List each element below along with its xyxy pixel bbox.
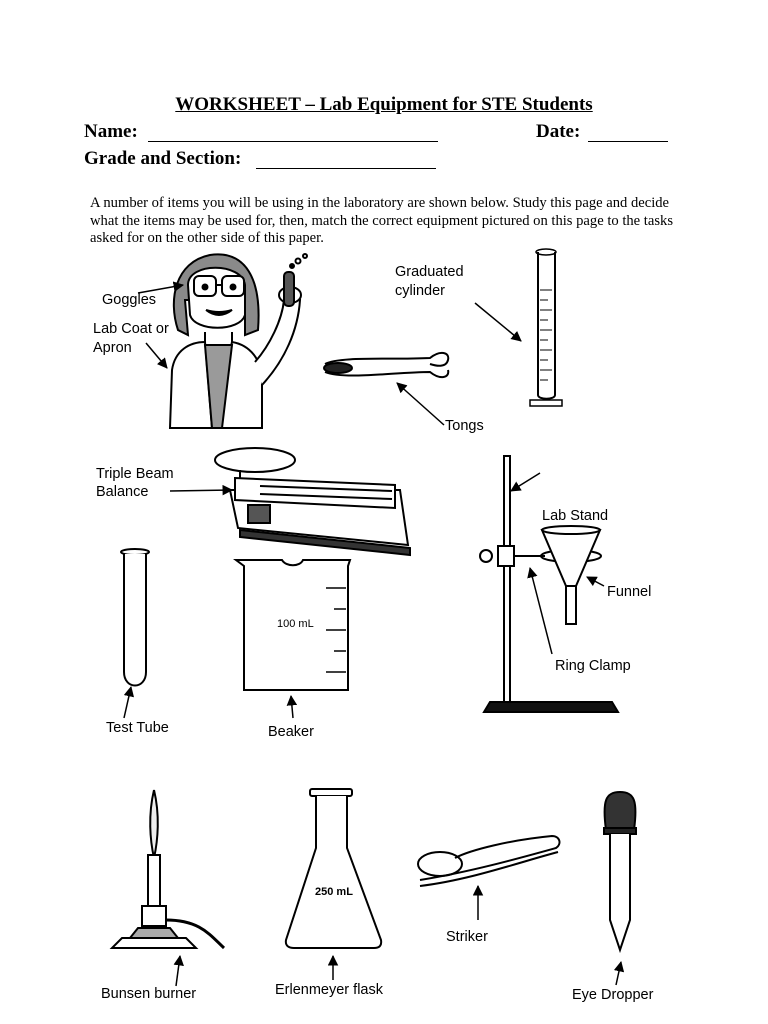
ring-clamp-label: Ring Clamp [555, 658, 631, 674]
intro-paragraph: A number of items you will be using in the laboratory are shown below. Study this page and decide what the items may be used for, then, match the correct equipment pictured on this page to the tasks asked for on the other side of this paper. [90, 195, 673, 246]
tongs-illustration [324, 353, 448, 377]
erlenmeyer-flask-label: Erlenmeyer flask [275, 982, 383, 998]
striker-label: Striker [446, 929, 488, 945]
date-label: Date: [536, 121, 581, 142]
tongs-label: Tongs [445, 418, 484, 434]
graduated-cylinder-label-line2: cylinder [395, 283, 445, 299]
funnel-label: Funnel [607, 584, 652, 600]
triple-beam-label-line1: Triple Beam [96, 466, 174, 482]
worksheet-title: WORKSHEET – Lab Equipment for STE Students [175, 94, 593, 115]
grade-section-label: Grade and Section: [84, 148, 242, 169]
bunsen-burner-illustration [112, 790, 224, 948]
graduated-cylinder-label-line1: Graduated [395, 264, 464, 280]
triple-beam-label-line2: Balance [96, 484, 149, 500]
flask-volume-mark: 250 mL [315, 886, 353, 898]
name-label: Name: [84, 121, 138, 142]
lab-coat-label-line1: Lab Coat or [93, 321, 169, 337]
triple-beam-balance-illustration [215, 448, 410, 555]
eye-dropper-label: Eye Dropper [572, 987, 654, 1003]
lab-stand-label: Lab Stand [542, 508, 609, 524]
beaker-label: Beaker [268, 724, 314, 740]
scientist-illustration [170, 254, 307, 428]
erlenmeyer-flask-illustration [286, 789, 381, 948]
test-tube-label: Test Tube [106, 720, 169, 736]
eye-dropper-illustration [604, 792, 636, 950]
lab-coat-label-line2: Apron [93, 340, 132, 356]
graduated-cylinder-illustration [530, 249, 562, 406]
test-tube-illustration [121, 549, 149, 686]
striker-illustration [418, 836, 559, 886]
beaker-volume-mark: 100 mL [277, 618, 314, 630]
goggles-label: Goggles [102, 292, 157, 308]
bunsen-burner-label: Bunsen burner [101, 986, 197, 1002]
